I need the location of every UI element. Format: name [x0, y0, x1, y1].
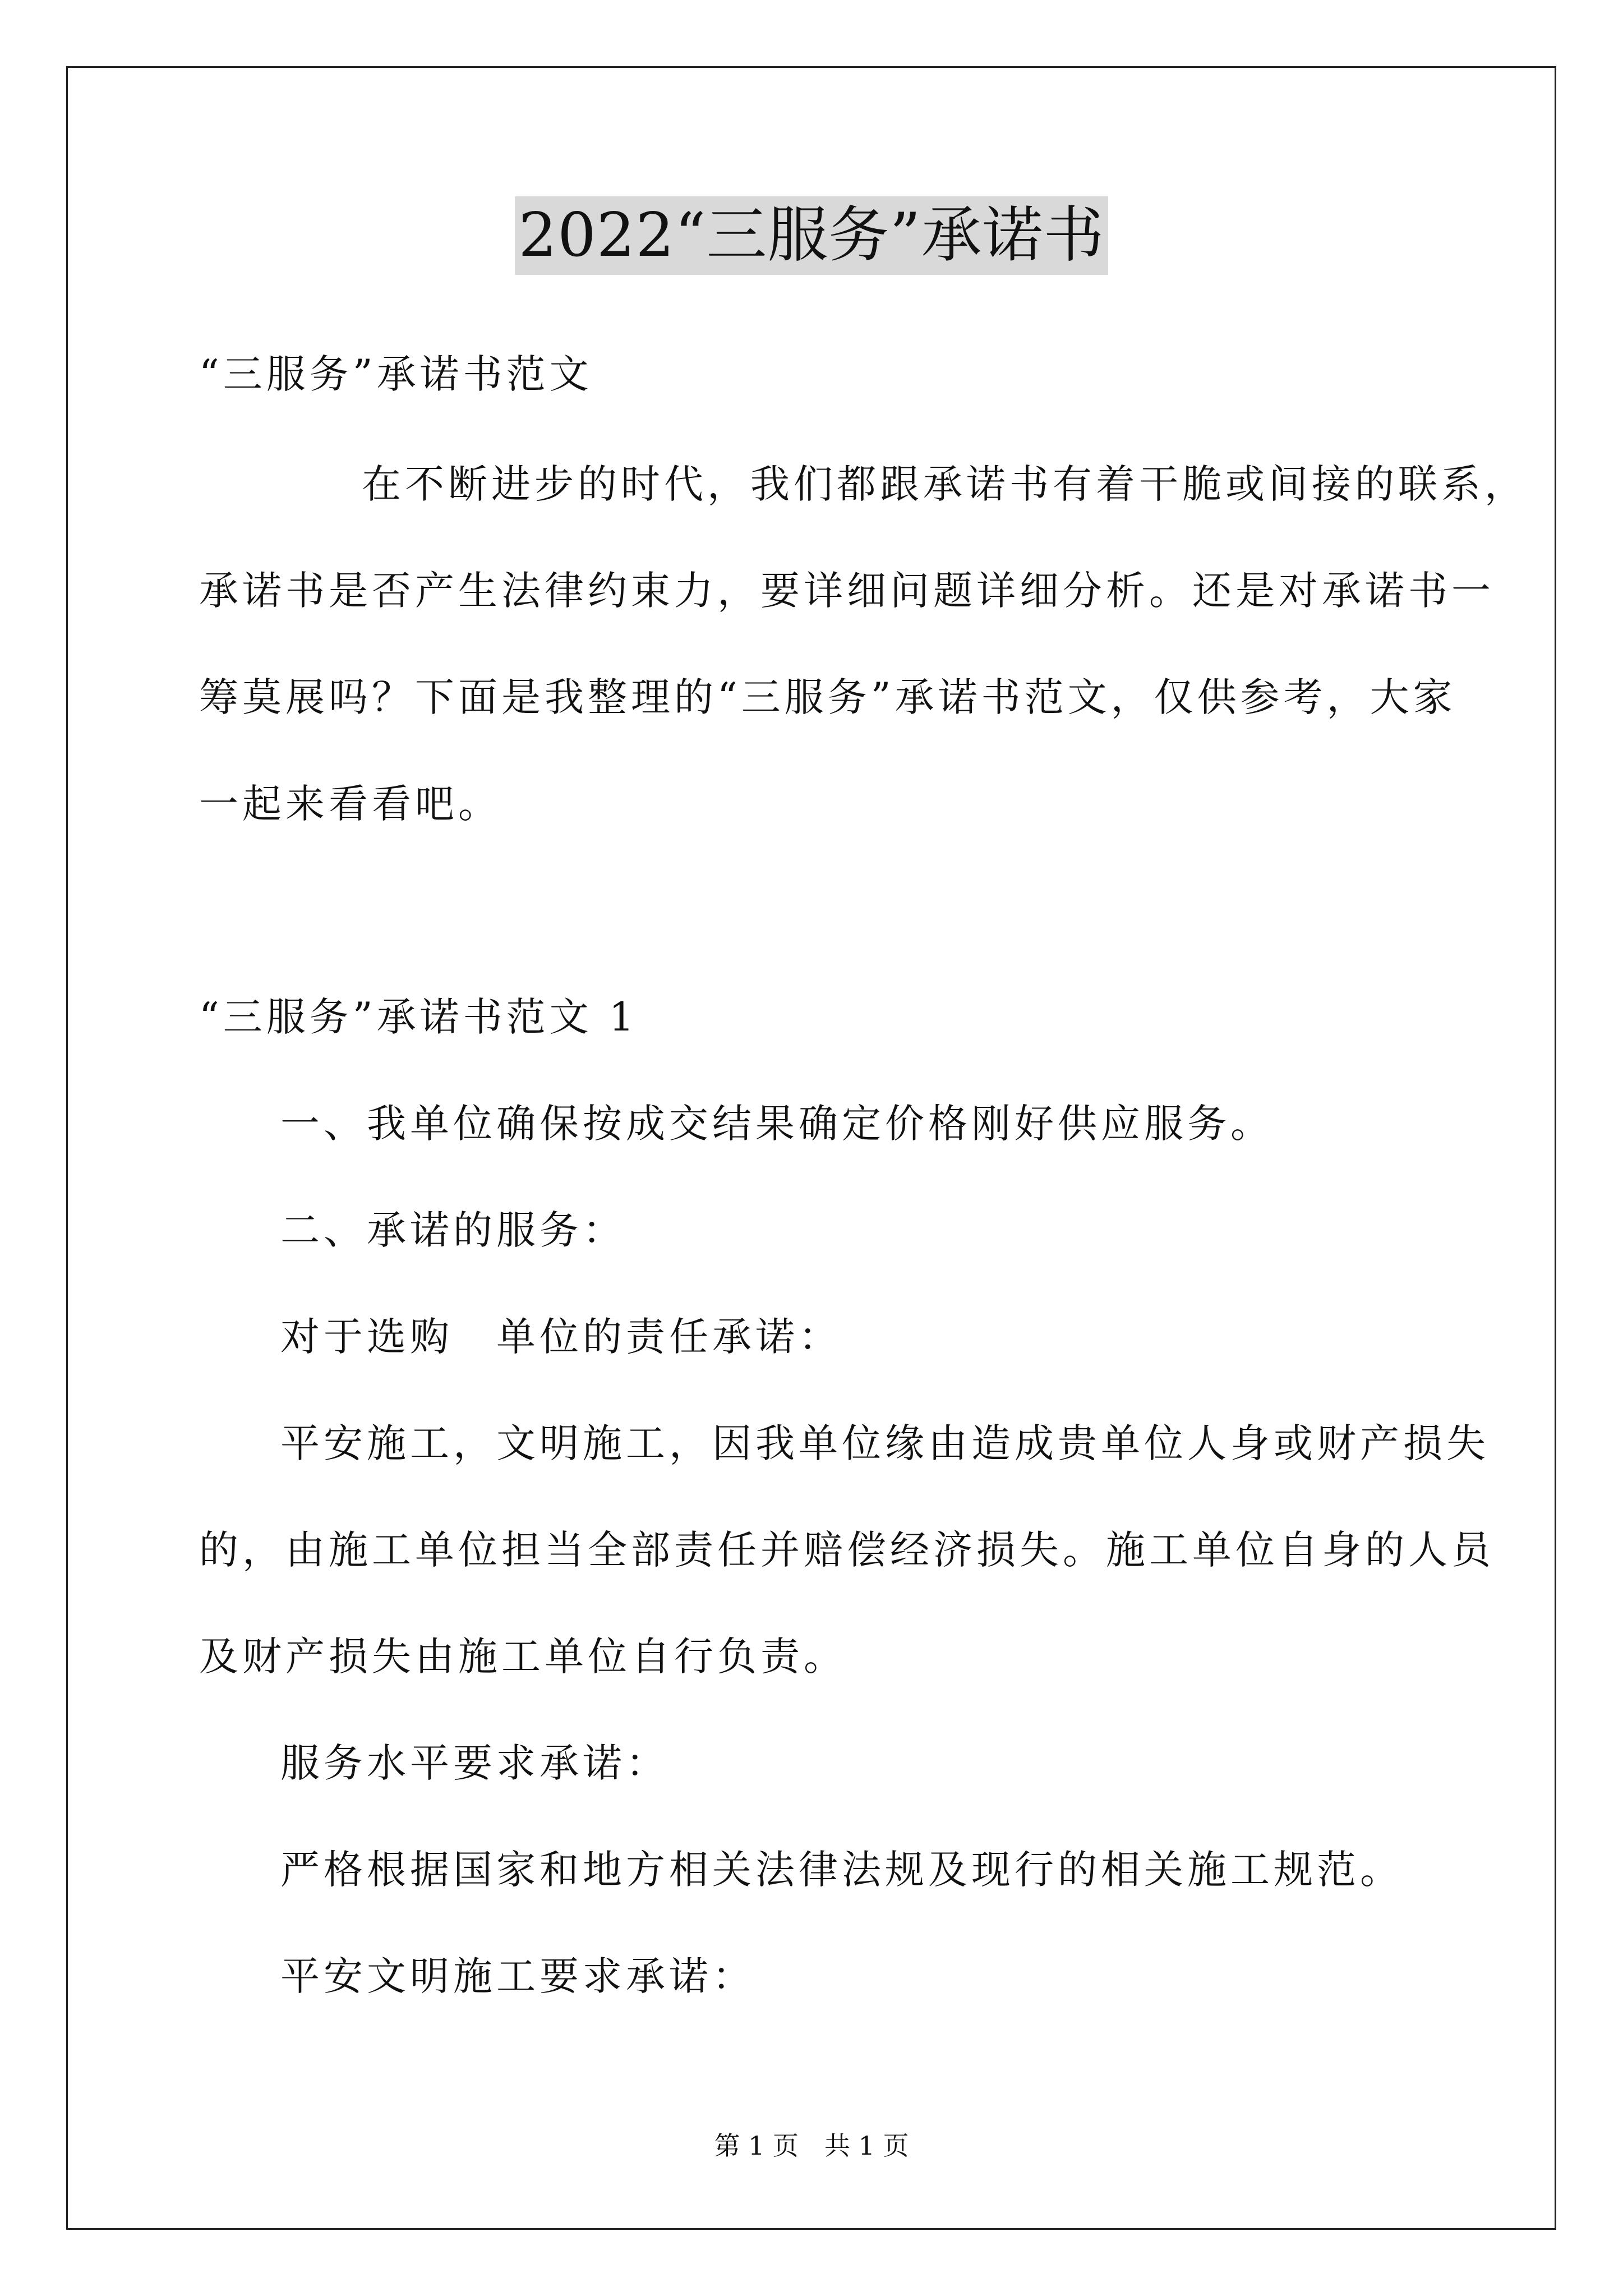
document-subtitle: “三服务”承诺书范文 [199, 351, 593, 397]
body-line-1: 一、我单位确保按成交结果确定价格刚好供应服务。 [280, 1101, 1274, 1147]
intro-line-3: 筹莫展吗？下面是我整理的“三服务”承诺书范文，仅供参考，大家 [199, 674, 1456, 720]
body-line-2: 二、承诺的服务： [280, 1207, 626, 1253]
section-heading: “三服务”承诺书范文 1 [199, 994, 638, 1040]
document-title: 2022“三服务”承诺书 [515, 196, 1108, 275]
body-line-4: 平安施工，文明施工，因我单位缘由造成贵单位人身或财产损失 [280, 1420, 1490, 1466]
body-line-6: 及财产损失由施工单位自行负责。 [199, 1634, 847, 1680]
intro-line-4: 一起来看看吧。 [199, 781, 501, 827]
body-line-9: 平安文明施工要求承诺： [280, 1953, 755, 1999]
title-container [0, 196, 1623, 275]
body-line-7: 服务水平要求承诺： [280, 1740, 669, 1786]
body-line-5: 的，由施工单位担当全部责任并赔偿经济损失。施工单位自身的人员 [199, 1527, 1495, 1573]
page-footer: 第 1 页 共 1 页 [714, 2131, 909, 2161]
body-line-8: 严格根据国家和地方相关法律法规及现行的相关施工规范。 [280, 1847, 1403, 1893]
intro-line-1: 在不断进步的时代，我们都跟承诺书有着干脆或间接的联系， [362, 461, 1528, 507]
body-line-3: 对于选购 单位的责任承诺： [280, 1314, 842, 1360]
intro-line-2: 承诺书是否产生法律约束力，要详细问题详细分析。还是对承诺书一 [199, 568, 1495, 614]
